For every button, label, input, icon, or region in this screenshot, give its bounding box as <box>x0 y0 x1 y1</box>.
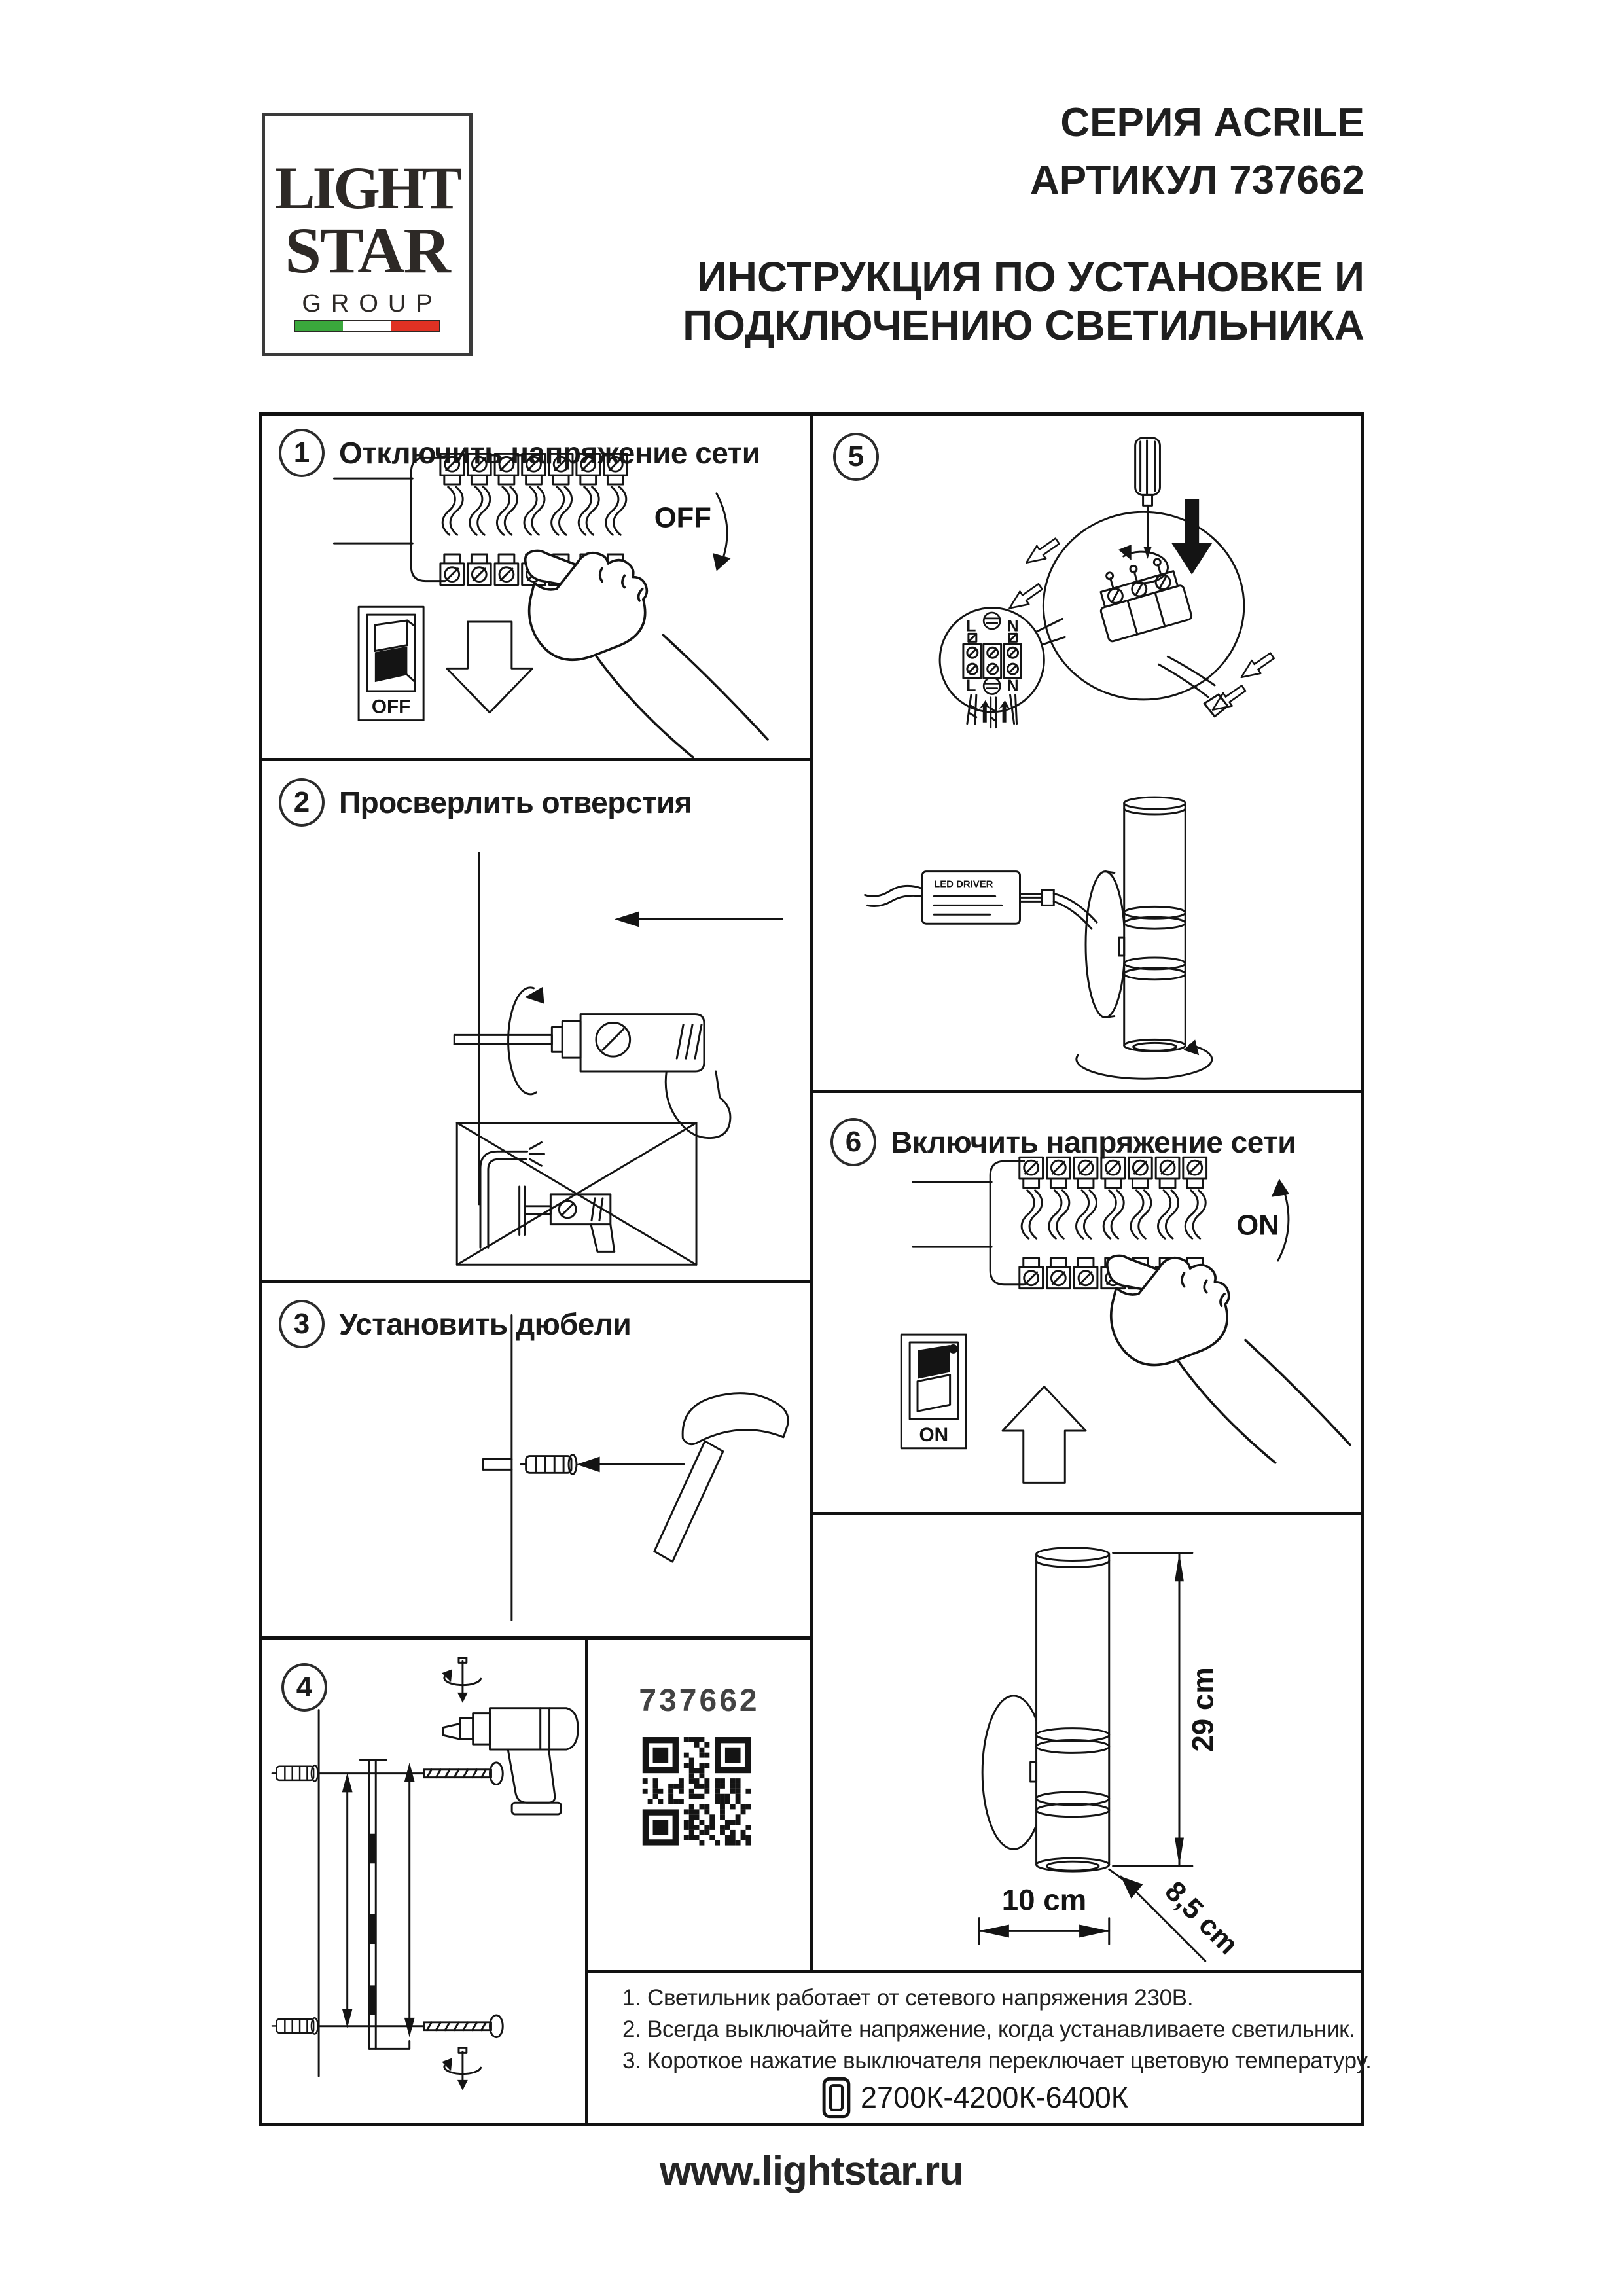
step-4-number: 4 <box>296 1671 313 1703</box>
dimensions-drawing <box>813 1515 1361 1970</box>
step-4-panel <box>262 1640 588 2123</box>
website-url: www.lightstar.ru <box>660 2149 963 2194</box>
color-temp-values: 2700К-4200К-6400К <box>861 2081 1128 2114</box>
step-6-illustration <box>813 1093 1361 1512</box>
step-1-number: 1 <box>293 437 310 469</box>
note-3: 3. Короткое нажатие выключателя переключает цветовую температуру. <box>622 2048 1372 2073</box>
dimensions-panel <box>813 1515 1361 1973</box>
logo-word-star: STAR <box>285 214 450 287</box>
step-3-label: Установить дюбели <box>339 1307 632 1341</box>
step-2-panel <box>262 761 813 1283</box>
svg-text:ON: ON <box>919 1424 949 1446</box>
svg-text:LED DRIVER: LED DRIVER <box>934 878 993 890</box>
switch-icon <box>821 2077 851 2119</box>
note-2: 2. Всегда выключайте напряжение, когда устанавливаете светильник. <box>622 2017 1355 2042</box>
color-temp-row <box>588 2077 1361 2119</box>
step-2-label: Просверлить отверстия <box>339 785 692 819</box>
flag-green <box>295 321 343 331</box>
svg-text:10 cm: 10 cm <box>1001 1883 1087 1917</box>
instruction-grid <box>259 412 1372 2126</box>
step-4-illustration <box>262 1640 585 2123</box>
qr-code <box>588 1640 810 1970</box>
notes-panel <box>588 1973 1372 2123</box>
step-2-illustration <box>262 761 810 1280</box>
italian-flag-icon <box>294 320 440 332</box>
step-1-panel <box>262 416 813 761</box>
article-number: АРТИКУЛ 737662 <box>1030 158 1364 203</box>
step-6-label: Включить напряжение сети <box>891 1125 1296 1159</box>
step-5-panel <box>813 416 1361 1093</box>
svg-text:L: L <box>966 676 976 695</box>
svg-text:L: L <box>966 617 976 636</box>
svg-text:OFF: OFF <box>371 696 411 718</box>
logo-word-light: LIGHT <box>275 154 459 221</box>
step-6-number: 6 <box>845 1126 862 1158</box>
svg-text:8,5 cm: 8,5 cm <box>1158 1874 1245 1961</box>
qr-panel <box>588 1640 813 1973</box>
qr-article-number: 737662 <box>639 1683 760 1718</box>
doc-title-line2: ПОДКЛЮЧЕНИЮ СВЕТИЛЬНИКА <box>683 302 1364 349</box>
series-title: СЕРИЯ ACRILE <box>1060 100 1364 145</box>
step-1-illustration <box>262 416 810 758</box>
step-2-number: 2 <box>293 786 310 818</box>
step-5-number: 5 <box>847 440 865 473</box>
logo-word-group: GROUP <box>302 290 442 317</box>
doc-title-line1: ИНСТРУКЦИЯ ПО УСТАНОВКЕ И <box>696 253 1364 300</box>
step-6-panel <box>813 1093 1361 1515</box>
step-3-illustration <box>262 1283 810 1636</box>
step-5-illustration <box>813 416 1361 1090</box>
note-1: 1. Светильник работает от сетевого напряжения 230В. <box>622 1985 1194 2011</box>
step-3-panel <box>262 1283 813 1640</box>
svg-text:29 cm: 29 cm <box>1186 1667 1220 1752</box>
step-3-number: 3 <box>293 1308 310 1340</box>
flag-white <box>343 321 391 331</box>
svg-text:OFF: OFF <box>654 502 711 534</box>
svg-text:N: N <box>1007 617 1019 636</box>
step-1-label: Отключить напряжение сети <box>339 436 760 470</box>
svg-text:N: N <box>1007 676 1019 695</box>
svg-text:ON: ON <box>1236 1209 1279 1242</box>
lightstar-logo <box>262 113 473 356</box>
flag-red <box>391 321 439 331</box>
